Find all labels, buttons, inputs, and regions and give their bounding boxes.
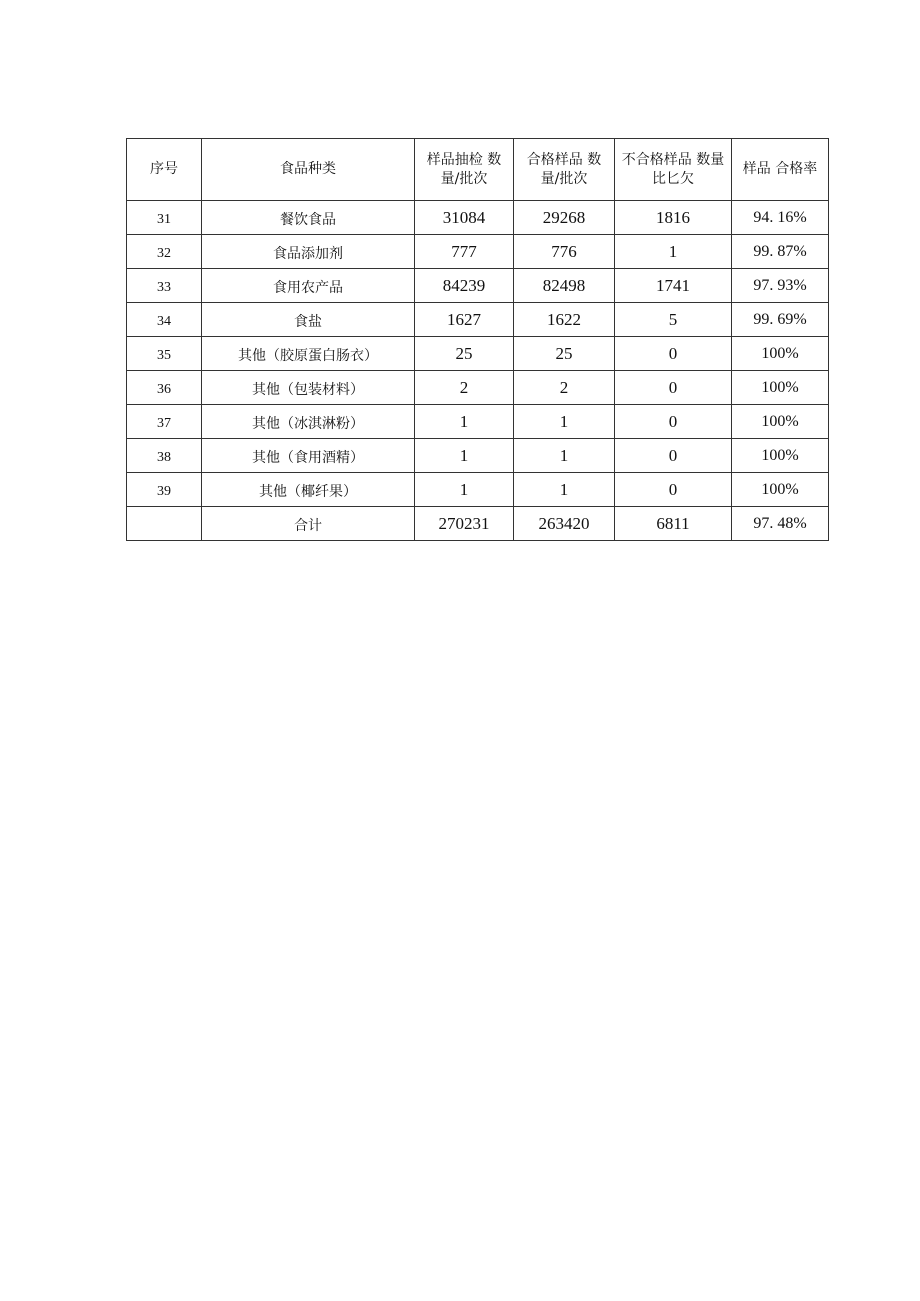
table-row: [127, 269, 829, 303]
cell-total-qualified: 263420: [514, 507, 615, 541]
cell-index: [127, 507, 202, 541]
cell-qualified: 25: [514, 337, 615, 371]
header-qualified: 合格样品 数量/批次: [514, 139, 615, 201]
cell-unqualified: 0: [615, 405, 732, 439]
cell-index: 34: [127, 303, 202, 337]
cell-qualified: 1622: [514, 303, 615, 337]
cell-total-label: 合计: [202, 507, 415, 541]
table-row: [127, 235, 829, 269]
header-row: [127, 139, 829, 201]
food-inspection-table: [126, 138, 829, 541]
cell-rate: 97. 93%: [732, 269, 829, 303]
cell-index: 36: [127, 371, 202, 405]
table-row: [127, 201, 829, 235]
cell-qualified: 2: [514, 371, 615, 405]
cell-unqualified: 5: [615, 303, 732, 337]
cell-index: 35: [127, 337, 202, 371]
cell-rate: 99. 69%: [732, 303, 829, 337]
cell-rate: 100%: [732, 439, 829, 473]
cell-qualified: 1: [514, 405, 615, 439]
table-body: [127, 201, 829, 541]
table-row: [127, 473, 829, 507]
table-row: [127, 303, 829, 337]
cell-qualified: 29268: [514, 201, 615, 235]
cell-category: 食品添加剂: [202, 235, 415, 269]
cell-total-rate: 97. 48%: [732, 507, 829, 541]
cell-category: 食盐: [202, 303, 415, 337]
cell-index: 31: [127, 201, 202, 235]
cell-unqualified: 0: [615, 337, 732, 371]
cell-rate: 99. 87%: [732, 235, 829, 269]
cell-total-unqualified: 6811: [615, 507, 732, 541]
cell-qualified: 1: [514, 439, 615, 473]
cell-sampled: 1627: [415, 303, 514, 337]
cell-sampled: 84239: [415, 269, 514, 303]
cell-unqualified: 0: [615, 371, 732, 405]
cell-rate: 94. 16%: [732, 201, 829, 235]
cell-sampled: 31084: [415, 201, 514, 235]
cell-qualified: 82498: [514, 269, 615, 303]
cell-rate: 100%: [732, 473, 829, 507]
cell-index: 33: [127, 269, 202, 303]
total-row: [127, 507, 829, 541]
cell-index: 32: [127, 235, 202, 269]
table-header: [127, 139, 829, 201]
header-rate: 样品 合格率: [732, 139, 829, 201]
cell-sampled: 2: [415, 371, 514, 405]
cell-unqualified: 0: [615, 473, 732, 507]
cell-category: 其他（冰淇淋粉）: [202, 405, 415, 439]
table-row: [127, 405, 829, 439]
cell-qualified: 776: [514, 235, 615, 269]
cell-category: 其他（食用酒精）: [202, 439, 415, 473]
cell-index: 38: [127, 439, 202, 473]
cell-category: 食用农产品: [202, 269, 415, 303]
cell-index: 37: [127, 405, 202, 439]
cell-qualified: 1: [514, 473, 615, 507]
cell-total-sampled: 270231: [415, 507, 514, 541]
cell-rate: 100%: [732, 405, 829, 439]
cell-sampled: 777: [415, 235, 514, 269]
cell-category: 餐饮食品: [202, 201, 415, 235]
cell-category: 其他（包装材料）: [202, 371, 415, 405]
cell-category: 其他（胶原蛋白肠衣）: [202, 337, 415, 371]
cell-sampled: 1: [415, 405, 514, 439]
cell-rate: 100%: [732, 337, 829, 371]
cell-category: 其他（椰纤果）: [202, 473, 415, 507]
cell-index: 39: [127, 473, 202, 507]
cell-unqualified: 1816: [615, 201, 732, 235]
header-category: 食品种类: [202, 139, 415, 201]
header-index: 序号: [127, 139, 202, 201]
table-row: [127, 371, 829, 405]
table-row: [127, 439, 829, 473]
cell-sampled: 1: [415, 439, 514, 473]
cell-sampled: 25: [415, 337, 514, 371]
cell-unqualified: 0: [615, 439, 732, 473]
cell-unqualified: 1: [615, 235, 732, 269]
header-unqualified: 不合格样品 数量比匕欠: [615, 139, 732, 201]
cell-rate: 100%: [732, 371, 829, 405]
table-row: [127, 337, 829, 371]
cell-unqualified: 1741: [615, 269, 732, 303]
header-sampled: 样品抽检 数量/批次: [415, 139, 514, 201]
cell-sampled: 1: [415, 473, 514, 507]
